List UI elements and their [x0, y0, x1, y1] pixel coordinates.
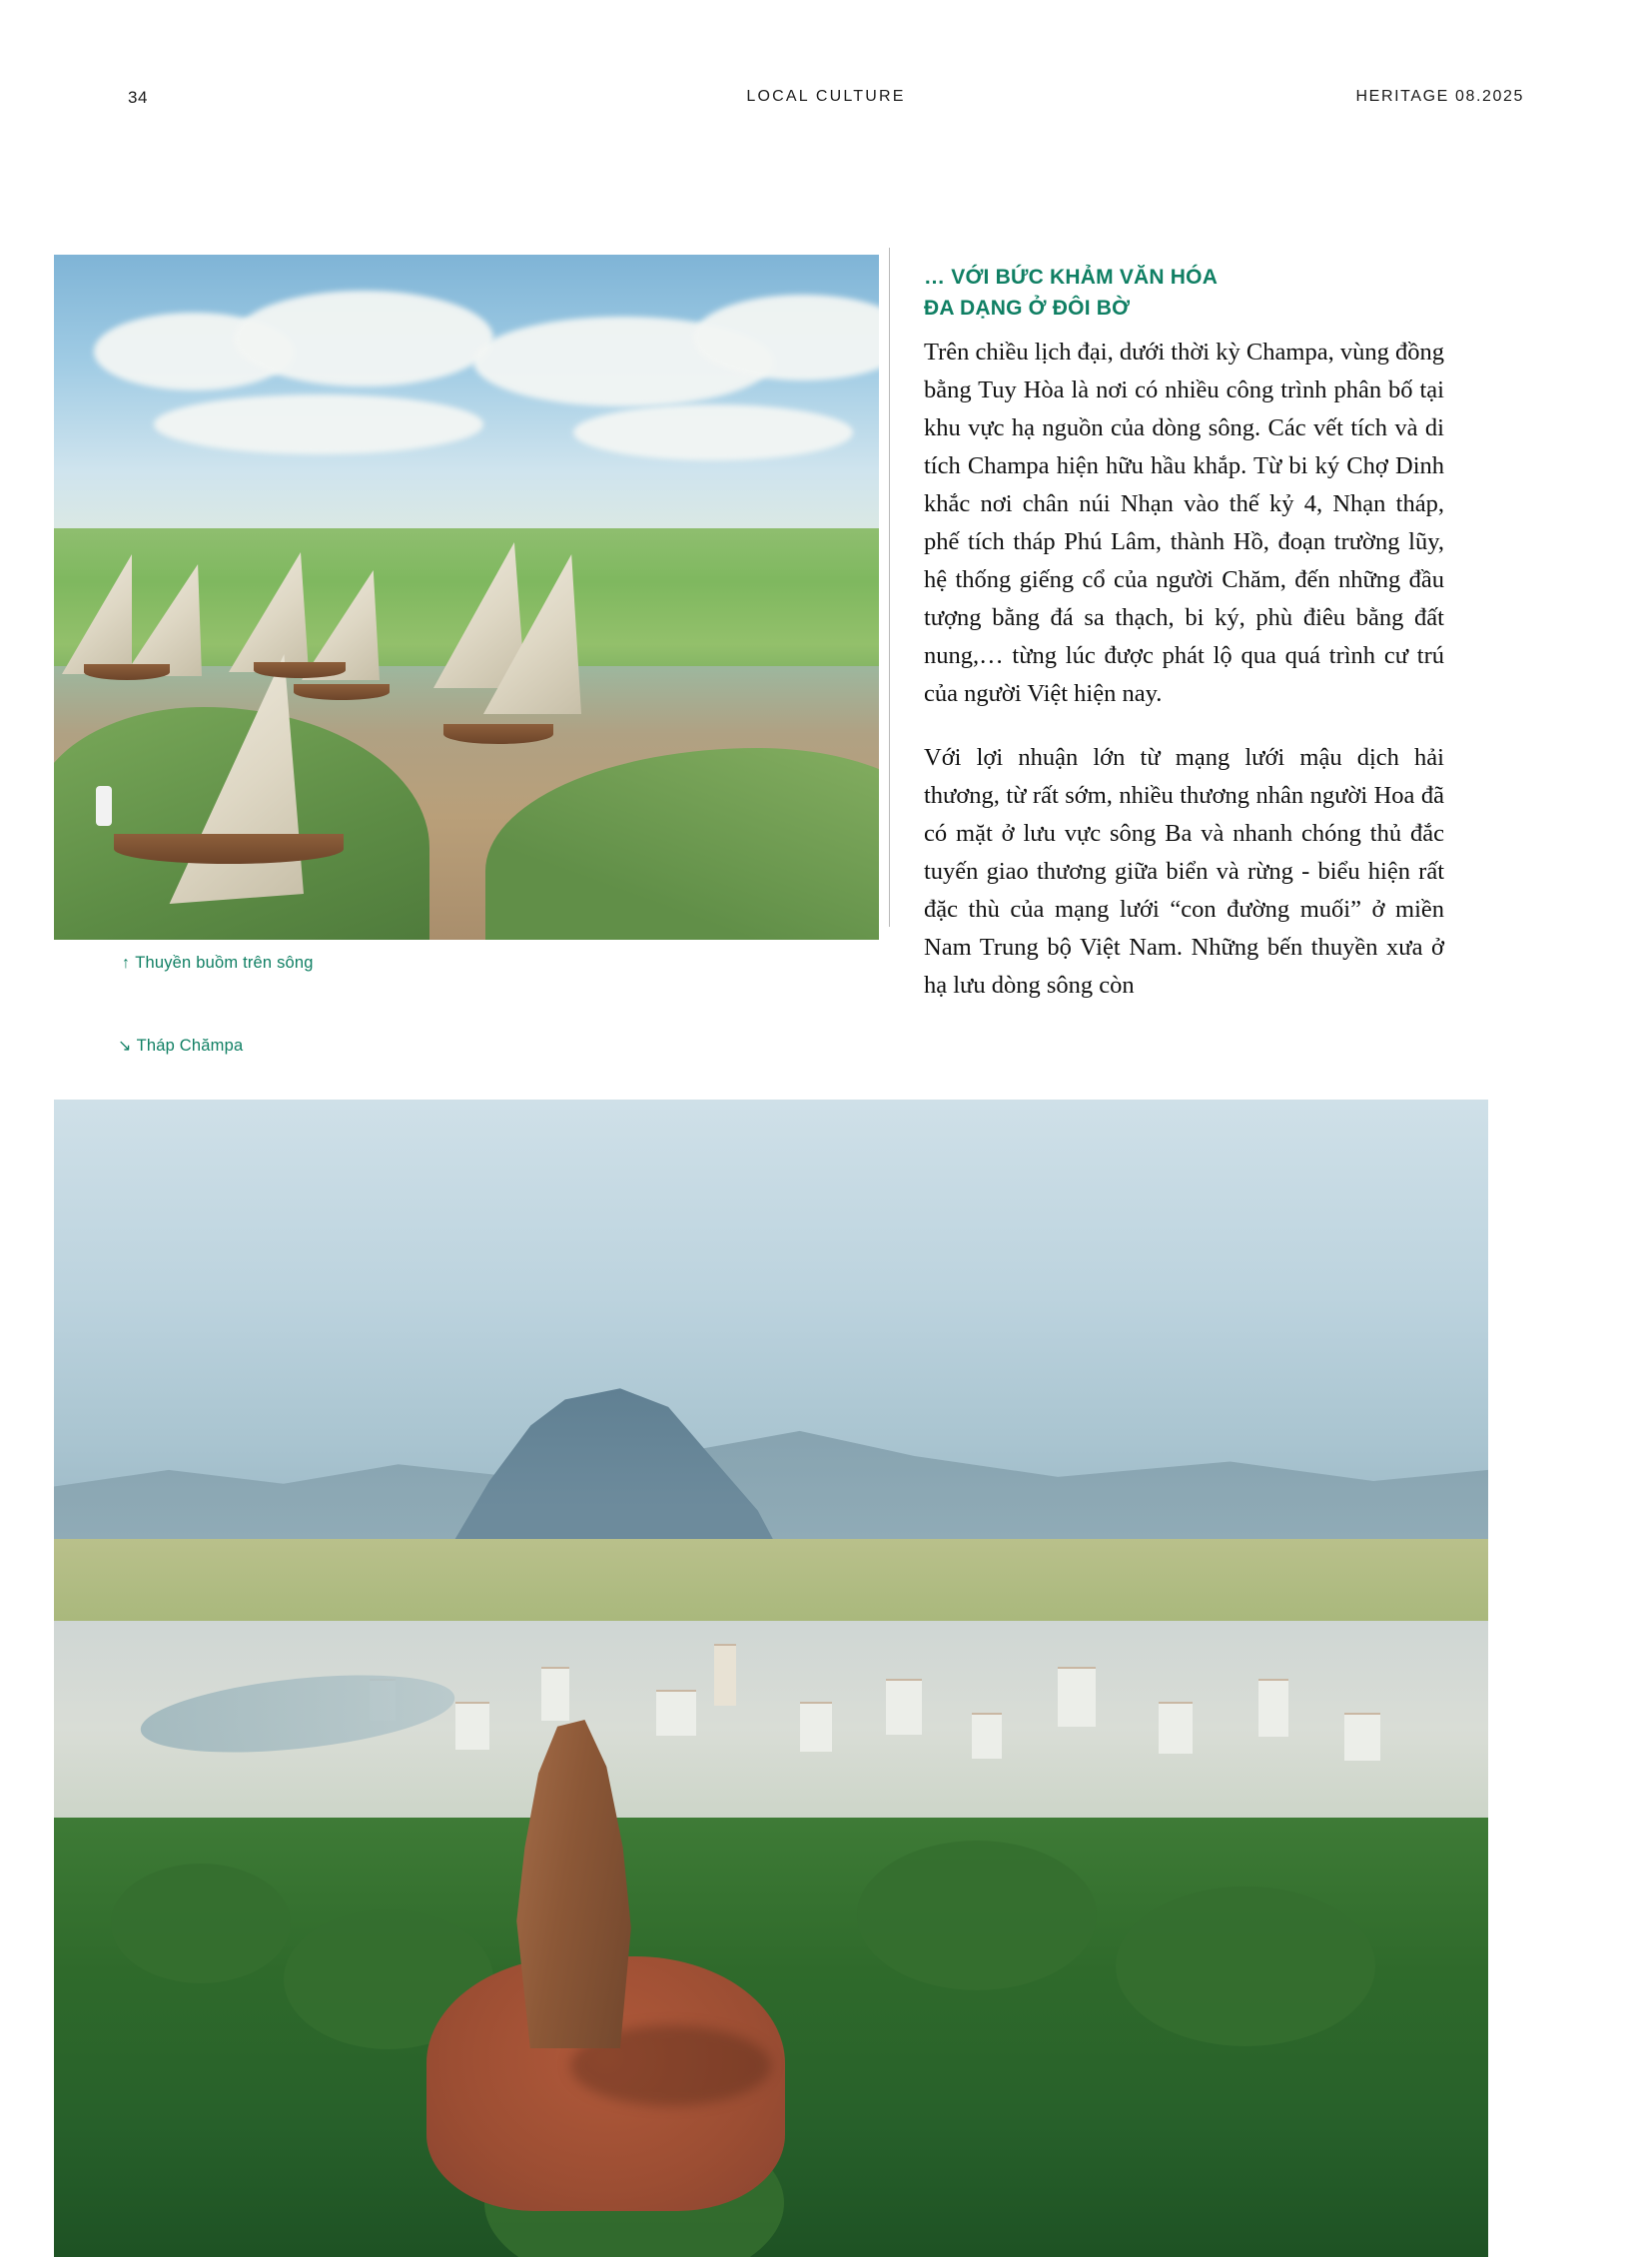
building-shape	[1344, 1713, 1380, 1761]
tree-canopy	[111, 1864, 291, 1983]
boat-hull	[294, 684, 390, 700]
caption-sailboats	[122, 954, 314, 973]
article-paragraph: Trên chiều lịch đại, dưới thời kỳ Champa, vùng đồng bằng Tuy Hòa là nơi có nhiều công trình phân bố tại khu vực hạ nguồn của dòng sông. Các vết tích và di tích Champa hiện hữu hầu khắp. Từ bi ký Chợ Dinh khắc nơi chân núi Nhạn vào thế kỷ 4, Nhạn tháp, phế tích tháp Phú Lâm, thành Hồ, đoạn trường lũy, hệ thống giếng cổ của người Chăm, đến những đầu tượng bằng đá sa thạch, bi ký, phù điêu bằng đất nung,… từng lúc được phát lộ qua quá trình cư trú của người Việt hiện nay.	[924, 339, 1444, 707]
page-number: 34	[128, 88, 148, 107]
building-shape	[972, 1713, 1002, 1759]
column-rule	[889, 248, 890, 927]
building-shape	[455, 1702, 489, 1750]
photo-sailboats	[54, 255, 879, 940]
photo-champa-tower	[54, 1100, 1488, 2257]
boat-hull	[443, 724, 553, 744]
arrow-up-icon: ↑	[122, 955, 131, 972]
caption-champa-tower	[118, 1036, 243, 1056]
tree-canopy	[857, 1841, 1097, 1990]
building-shape	[1058, 1667, 1096, 1727]
building-shape	[541, 1667, 569, 1721]
article-text-column	[924, 262, 1444, 1031]
article-kicker	[924, 262, 1444, 324]
article-kicker-line2: ĐA DẠNG Ở ĐÔI BỜ	[924, 297, 1131, 320]
cloud-shape	[154, 394, 483, 454]
building-shape	[1258, 1679, 1288, 1737]
article-paragraph: Với lợi nhuận lớn từ mạng lưới mậu dịch hải thương, từ rất sớm, nhiều thương nhân người Hoa đã có mặt ở lưu vực sông Ba và nhanh chóng thủ đắc tuyến giao thương giữa biển và rừng - biểu hiện rất đặc thù của mạng lưới “con đường muối” ở miền Nam Trung bộ Việt Nam. Những bến thuyền xưa ở hạ lưu dòng sông còn	[924, 744, 1444, 999]
fisherman-figure	[96, 786, 112, 826]
arrow-down-right-icon: ↘	[118, 1038, 132, 1055]
tree-canopy	[1116, 1886, 1375, 2046]
building-shape	[1159, 1702, 1193, 1754]
church-shape	[714, 1644, 736, 1706]
article-kicker-line1: … VỚI BỨC KHẢM VĂN HÓA	[924, 266, 1219, 289]
running-head	[0, 88, 1652, 110]
building-shape	[656, 1690, 696, 1736]
building-shape	[800, 1702, 832, 1752]
building-shape	[886, 1679, 922, 1735]
boat-hull	[84, 664, 170, 680]
caption-sailboats-text: Thuyền buồm trên sông	[135, 954, 314, 972]
section-label: LOCAL CULTURE	[746, 88, 906, 105]
cloud-shape	[234, 291, 493, 386]
boat-hull	[114, 834, 344, 864]
caption-champa-tower-text: Tháp Chămpa	[136, 1037, 244, 1055]
publication-label: HERITAGE 08.2025	[1355, 88, 1524, 105]
boat-hull	[254, 662, 346, 678]
cloud-shape	[573, 404, 853, 460]
